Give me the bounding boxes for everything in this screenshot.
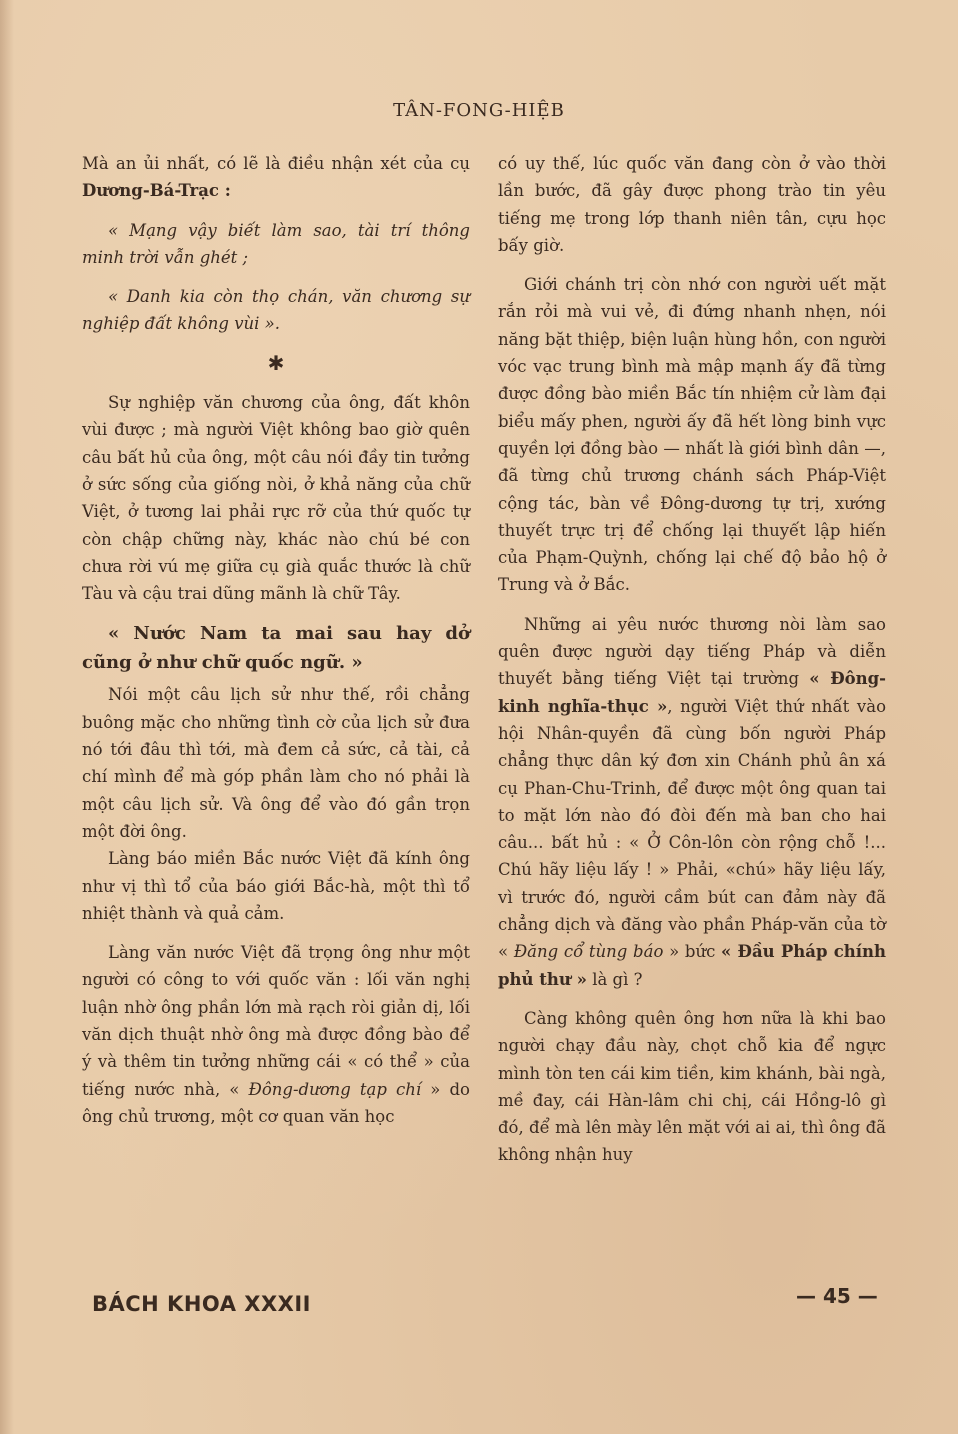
text: » do ông chủ trương, một cơ quan văn học: [82, 1079, 470, 1126]
verse-quote: « Mạng vậy biết làm sao, tài trí thông minh trời vẫn ghét ;: [82, 220, 470, 267]
text: là gì ?: [586, 969, 643, 989]
ornament-icon: ✱: [267, 350, 285, 375]
school-name: « Đông-kinh nghĩa-thục »: [498, 669, 886, 716]
text: Làng văn nước Việt đã trọng ông như một người có công to với quốc văn : lối văn nghị luận nhờ ông phần lớn mà rạch ròi giản dị, lối văn dịch thuật nhờ ông mà được đồng bào để ý và thêm tin tưởng những cái « có thể » của tiếng nước nhà, «: [82, 943, 470, 1099]
paragraph: Giới chánh trị còn nhớ con người uết mặt rắn rỏi mà vui vẻ, đi đứng nhanh nhẹn, nói năng bặt thiệp, biện luận hùng hồn, con người vóc vạc trung bình mà mập mạnh ấy đã từng được đồng bào miền Bắc tín nhiệm cử làm đại biểu mấy phen, người ấy đã hết lòng binh vực quyền lợi đồng bào — nhất là giới bình dân —, đã từng chủ trương chánh sách Pháp-Việt cộng tác, bàn về Đông-dương tự trị, xướng thuyết trực trị để chống lại thuyết lập hiến của Phạm-Quỳnh, chống lại chế độ bảo hộ ở Trung và ở Bắc.: [498, 275, 886, 595]
page-header: TÂN-FONG-HIỆB: [393, 100, 565, 121]
journal-title: Đông-dương tạp chí: [248, 1079, 422, 1099]
paragraph: [82, 150, 470, 205]
text: Mà an ủi nhất, có lẽ là điều nhận xét của cụ: [82, 154, 470, 173]
paragraph: [82, 939, 470, 1130]
page-edge-shadow: [0, 0, 14, 1434]
magazine-name: BÁCH KHOA XXXII: [92, 1292, 311, 1316]
person-name: Dương-Bá-Trạc :: [82, 181, 231, 201]
paragraph: có uy thế, lúc quốc văn đang còn ở vào thời lần bước, đã gây được phong trào tin yêu tiếng mẹ trong lớp thanh niên tân, cựu học bấy giờ.: [498, 154, 886, 255]
text: Những ai yêu nước thương nòi làm sao quên được người dạy tiếng Pháp và diễn thuyết bằng tiếng Việt tại trường: [498, 614, 886, 689]
highlight-quote: « Nước Nam ta mai sau hay dở cũng ở như chữ quốc ngữ. »: [82, 623, 470, 674]
paragraph: Làng báo miền Bắc nước Việt đã kính ông như vị thì tổ của báo giới Bắc-hà, một thì tổ nhiệt thành và quả cảm.: [82, 849, 470, 923]
letter-title: « Đầu Pháp chính phủ thư »: [498, 942, 886, 989]
newspaper-title: Đăng cổ tùng báo: [513, 942, 664, 962]
verse-quote: « Danh kia còn thọ chán, văn chương sự nghiệp đất không vùi ».: [82, 287, 470, 334]
paragraph: Càng không quên ông hơn nữa là khi bao người chạy đầu này, chọt chỗ kia để ngực mình tòn ten cái kim tiền, kim khánh, bài ngà, mề đay, cái Hàn-lâm chi chị, cái Hồng-lô gì đó, để mà lên mày lên mặt với ai ai, thì ông đã không nhận huy: [498, 1008, 886, 1165]
paragraph: Sự nghiệp văn chương của ông, đất khôn vùi được ; mà người Việt không bao giờ quên câu bất hủ của ông, một câu nói đầy tin tưởng ở sức sống của giống nòi, ở khả năng của chữ Việt, ở tương lai phải rực rỡ của thứ quốc tự còn chập chững này, khác nào chú bé con chưa rời vú mẹ giữa cụ già quắc thước là chữ Tàu và cậu trai dũng mãnh là chữ Tây.: [82, 393, 470, 604]
text: , người Việt thứ nhất vào hội Nhân-quyền đã cùng bốn người Pháp chẳng thực dân ký đơn xin Chánh phủ ân xá cụ Phan-Chu-Trinh, để được một ông quan tai to mặt lớn nào đó đòi đến mà ban cho hai câu... bất hủ : « Ở Côn-lôn còn rộng chỗ !... Chú hãy liệu lấy ! » Phải, «chú» hãy liệu lấy, vì trước đó, người cầm bút can đảm này đã chẳng dịch và đăng vào phần Pháp-văn của tờ «: [498, 696, 886, 962]
paragraph: [498, 611, 886, 993]
left-column: [82, 150, 470, 1142]
text: » bức: [663, 942, 722, 962]
right-column: [498, 150, 886, 1181]
page-number: — 45 —: [796, 1284, 878, 1308]
paragraph: Nói một câu lịch sử như thế, rồi chẳng buông mặc cho những tình cờ của lịch sử đưa nó tới đâu thì tới, mà đem cả sức, cả tài, cả chí mình để mà góp phần làm cho nó phải là một câu lịch sử. Và ông để vào đó gần trọn một đời ông.: [82, 685, 470, 841]
